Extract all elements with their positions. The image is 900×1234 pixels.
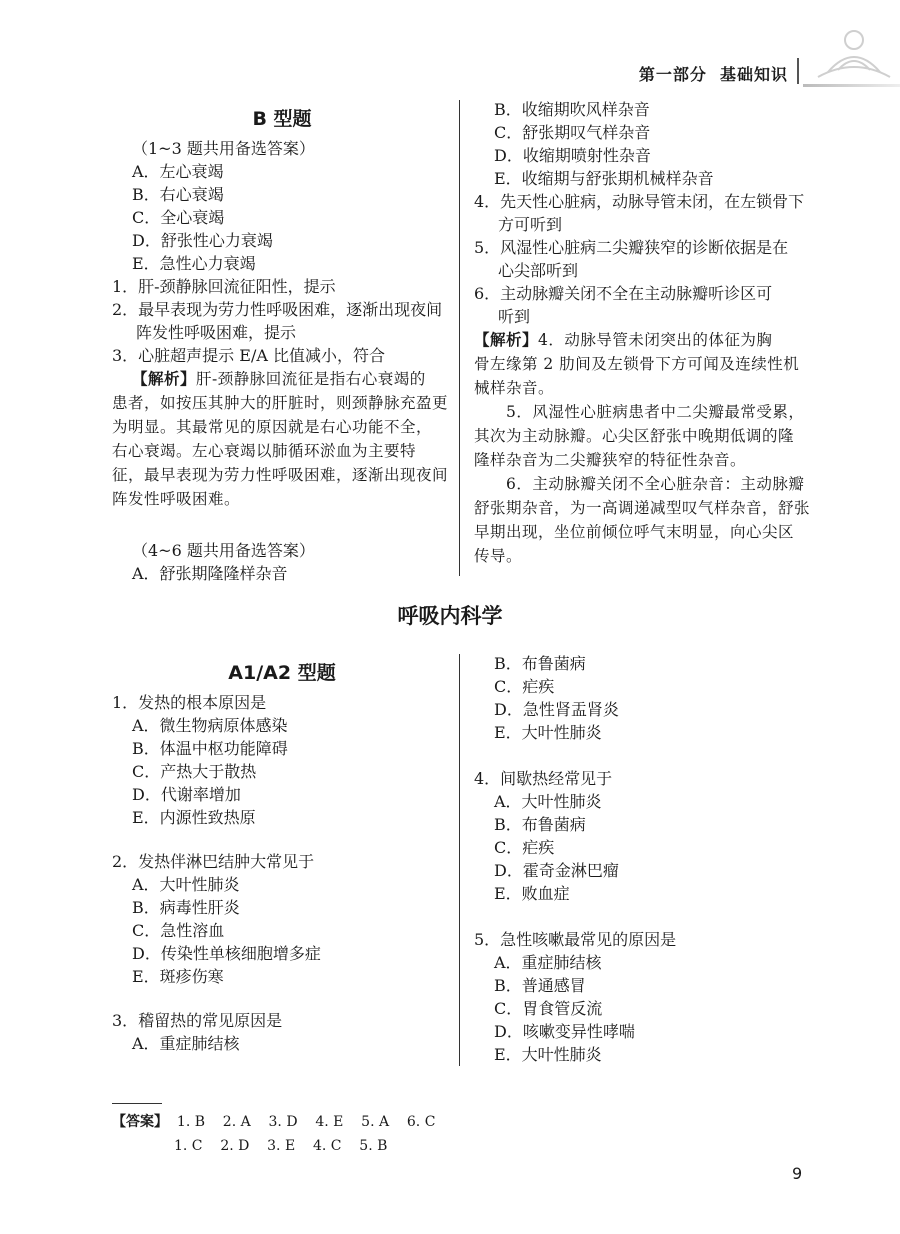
explanation-line: 5．风湿性心脏病患者中二尖瓣最常受累， [506, 403, 805, 421]
option-d: D．咳嗽变异性哮喘 [494, 1022, 635, 1041]
bottom-left-column [112, 662, 452, 1055]
explanation-line: 传导。 [474, 547, 523, 565]
option-b: B．普通感冒 [494, 976, 586, 995]
explanation-label: 【解析】 [474, 331, 539, 349]
b-type-heading: B 型题 [252, 108, 312, 130]
option-a: A．微生物病原体感染 [132, 716, 288, 735]
top-left-column [112, 108, 452, 585]
option-a-2: A．舒张期隆隆样杂音 [132, 564, 288, 583]
answers-block [112, 1110, 435, 1158]
header-separator [797, 58, 799, 84]
option-a: A．重症肺结核 [494, 953, 602, 972]
option-b: B．病毒性肝炎 [132, 898, 240, 917]
explanation-label: 【解析】 [132, 370, 197, 388]
option-c: C．疟疾 [494, 838, 555, 857]
option-d: D．急性肾盂肾炎 [494, 700, 619, 719]
question-2: 2．发热伴淋巴结肿大常见于 [112, 852, 315, 871]
option-e: E．大叶性肺炎 [494, 723, 602, 742]
option-c: C．疟疾 [494, 677, 555, 696]
option-e: E．收缩期与舒张期机械样杂音 [494, 169, 714, 188]
explanation-line: 肝-颈静脉回流征是指右心衰竭的 [196, 370, 426, 388]
explanation-line: 早期出现，坐位前倾位呼气末明显，向心尖区 [474, 523, 795, 541]
option-b: B．体温中枢功能障碍 [132, 739, 288, 758]
top-right-column [474, 98, 814, 568]
explanation-line: 其次为主动脉瓣。心尖区舒张中晚期低调的隆 [474, 427, 795, 445]
option-b: B．右心衰竭 [132, 185, 224, 204]
option-c: C．急性溶血 [132, 921, 225, 940]
option-c: C．舒张期叹气样杂音 [494, 123, 651, 142]
option-a: A．左心衰竭 [132, 162, 224, 181]
column-divider-top [459, 100, 460, 576]
a1a2-heading: A1/A2 型题 [228, 662, 336, 684]
question-4: 4．间歇热经常见于 [474, 769, 613, 788]
explanation-line: 隆样杂音为二尖瓣狭窄的特征性杂音。 [474, 451, 747, 469]
option-a: A．大叶性肺炎 [494, 792, 602, 811]
option-b: B．布鲁菌病 [494, 654, 586, 673]
column-divider-bottom [459, 654, 460, 1066]
answers-label: 【答案】 [112, 1114, 168, 1130]
question-1: 1．肝-颈静脉回流征阳性，提示 [112, 277, 336, 296]
option-e: E．内源性致热原 [132, 808, 256, 827]
explanation-line: 6．主动脉瓣关闭不全心脏杂音：主动脉瓣 [506, 475, 805, 493]
explanation-line: 右心衰竭。左心衰竭以肺循环淤血为主要特 [112, 442, 417, 460]
running-header: 第一部分 基础知识 [638, 65, 788, 84]
option-e: E．败血症 [494, 884, 570, 903]
section-title: 呼吸内科学 [397, 604, 503, 628]
explanation-line: 舒张期杂音，为一高调递减型叹气样杂音，舒张 [474, 499, 811, 517]
page-number: 9 [792, 1164, 803, 1183]
option-d: D．传染性单核细胞增多症 [132, 944, 321, 963]
question-1: 1．发热的根本原因是 [112, 693, 267, 712]
option-d: D．霍奇金淋巴瘤 [494, 861, 619, 880]
option-d: D．收缩期喷射性杂音 [494, 146, 651, 165]
explanation-line: 为明显。其最常见的原因就是右心功能不全， [112, 418, 433, 436]
option-a: A．重症肺结核 [132, 1034, 240, 1053]
explanation-line: 征，最早表现为劳力性呼吸困难，逐渐出现夜间 [112, 466, 449, 484]
answers-row-2: 1. C 2. D 3. E 4. C 5. B [174, 1138, 388, 1154]
question-3: 3．心脏超声提示 E/A 比值减小，符合 [112, 346, 385, 365]
question-2-cont: 阵发性呼吸困难，提示 [136, 323, 297, 342]
option-e: E．大叶性肺炎 [494, 1045, 602, 1064]
group-note: （1~3 题共用备选答案） [132, 139, 315, 158]
answers-row-1: 1. B 2. A 3. D 4. E 5. A 6. C [176, 1114, 436, 1130]
explanation-line: 械样杂音。 [474, 379, 555, 397]
question-3: 3．稽留热的常见原因是 [112, 1011, 283, 1030]
bottom-right-column [474, 652, 814, 1066]
option-d: D．代谢率增加 [132, 785, 241, 804]
group-note-2: （4~6 题共用备选答案） [132, 541, 315, 560]
option-e: E．斑疹伤寒 [132, 967, 224, 986]
question-4: 4．先天性心脏病，动脉导管未闭，在左锁骨下 [474, 192, 805, 211]
explanation-line: 患者，如按压其肿大的肝脏时，则颈静脉充盈更 [112, 394, 449, 412]
explanation-line: 4．动脉导管未闭突出的体征为胸 [538, 331, 773, 349]
question-2: 2．最早表现为劳力性呼吸困难，逐渐出现夜间 [112, 300, 443, 319]
option-e: E．急性心力衰竭 [132, 254, 256, 273]
question-4-cont: 方可听到 [498, 215, 563, 234]
question-5: 5．风湿性心脏病二尖瓣狭窄的诊断依据是在 [474, 238, 789, 257]
explanation-block [474, 328, 814, 568]
header-band [803, 84, 900, 87]
option-c: C．胃食管反流 [494, 999, 603, 1018]
option-b: B．布鲁菌病 [494, 815, 586, 834]
answers-rule [112, 1103, 162, 1104]
explanation-block [112, 367, 452, 511]
option-d: D．舒张性心力衰竭 [132, 231, 273, 250]
explanation-line: 阵发性呼吸困难。 [112, 490, 241, 508]
explanation-line: 骨左缘第 2 肋间及左锁骨下方可闻及连续性机 [474, 355, 800, 373]
option-a: A．大叶性肺炎 [132, 875, 240, 894]
question-6: 6．主动脉瓣关闭不全在主动脉瓣听诊区可 [474, 284, 773, 303]
lotus-logo-icon [808, 22, 900, 84]
question-6-cont: 听到 [498, 307, 531, 326]
option-c: C．产热大于散热 [132, 762, 257, 781]
question-5-cont: 心尖部听到 [498, 261, 579, 280]
option-c: C．全心衰竭 [132, 208, 225, 227]
question-5: 5．急性咳嗽最常见的原因是 [474, 930, 677, 949]
option-b: B．收缩期吹风样杂音 [494, 100, 650, 119]
